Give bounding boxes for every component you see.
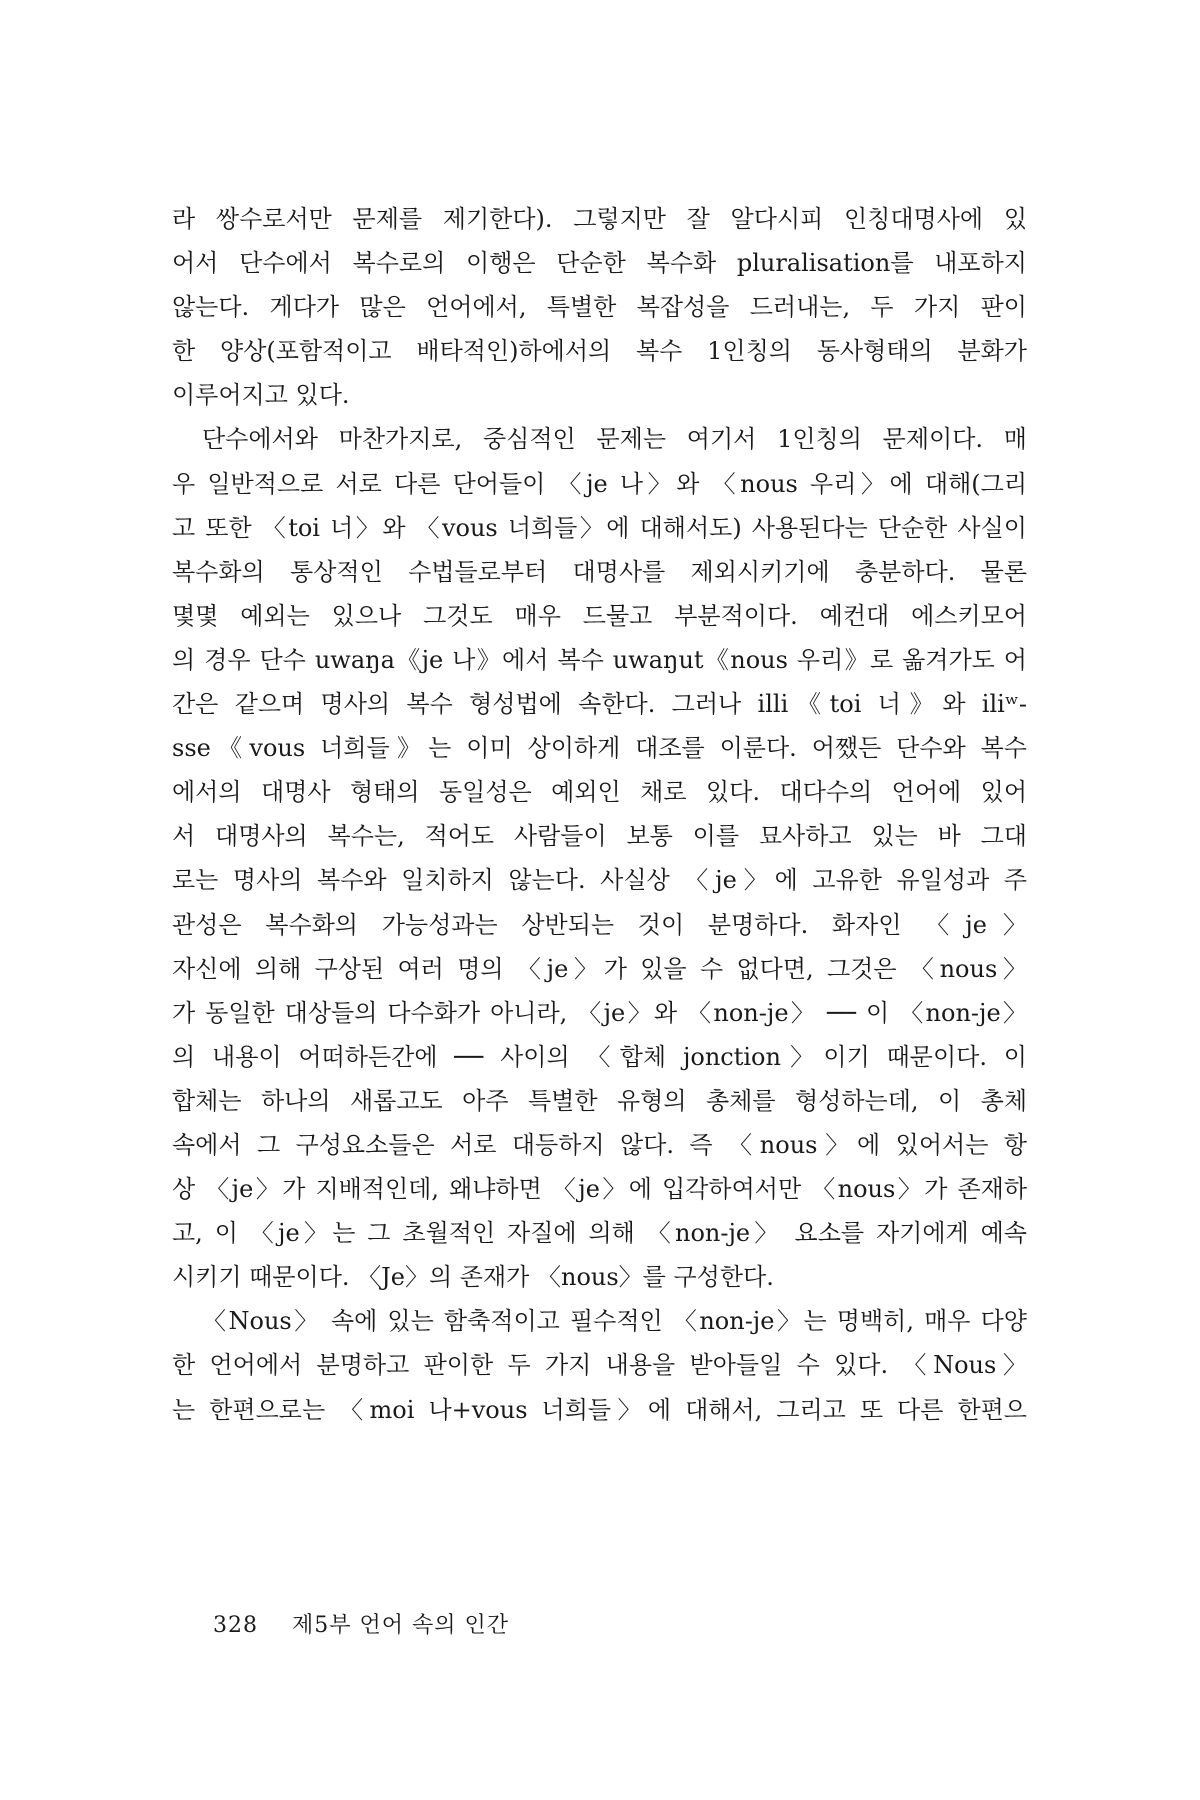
text-line: 라 쌍수로서만 문제를 제기한다). 그렇지만 잘 알다시피 인칭대명사에 있 (172, 205, 1027, 233)
text-line: 가 동일한 대상들의 다수화가 아니라, 〈je〉와 〈non-je〉 ── 이 〈non-je〉 (172, 998, 1027, 1027)
text-line: sse《vous 너희들》는 이미 상이하게 대조를 이룬다. 어쨌든 단수와 복수 (172, 734, 1027, 763)
text-line: 복수화의 통상적인 수법들로부터 대명사를 제외시키기에 충분하다. 물론 (172, 557, 1027, 586)
text-line: 로는 명사의 복수와 일치하지 않는다. 사실상 〈je〉에 고유한 유일성과 주 (172, 866, 1027, 895)
text-line: 몇몇 예외는 있으나 그것도 매우 드물고 부분적이다. 예컨대 에스키모어 (172, 601, 1027, 630)
text-line: 합체는 하나의 새롭고도 아주 특별한 유형의 총체를 형성하는데, 이 총체 (172, 1086, 1027, 1115)
text-line: 〈Nous〉 속에 있는 함축적이고 필수적인 〈non-je〉는 명백히, 매우 다양 (202, 1307, 1027, 1336)
text-line: 속에서 그 구성요소들은 서로 대등하지 않다. 즉 〈nous〉에 있어서는 항 (172, 1130, 1027, 1159)
text-line: 에서의 대명사 형태의 동일성은 예외인 채로 있다. 대다수의 언어에 있어 (172, 778, 1027, 807)
text-line: 시키기 때문이다. 〈Je〉의 존재가 〈nous〉를 구성한다. (172, 1263, 774, 1292)
text-line: 서 대명사의 복수는, 적어도 사람들이 보통 이를 묘사하고 있는 바 그대 (172, 822, 1027, 851)
text-line: 단수에서와 마찬가지로, 중심적인 문제는 여기서 1인칭의 문제이다. 매 (202, 425, 1027, 454)
text-line: 간은 같으며 명사의 복수 형성법에 속한다. 그러나 illi《toi 너》와 iliʷ- (172, 690, 1027, 719)
text-line: 는 한편으로는 〈moi 나+vous 너희들〉에 대해서, 그리고 또 다른 한편으 (172, 1395, 1027, 1424)
text-line: 한 양상(포함적이고 배타적인)하에서의 복수 1인칭의 동사형태의 분화가 (172, 337, 1027, 366)
text-line: 이루어지고 있다. (172, 381, 350, 410)
text-line: 자신에 의해 구상된 여러 명의 〈je〉가 있을 수 없다면, 그것은 〈nous〉 (172, 954, 1027, 983)
text-line: 우 일반적으로 서로 다른 단어들이 〈je 나〉와 〈nous 우리〉에 대해(그리 (172, 469, 1027, 498)
text-line: 의 내용이 어떠하든간에 ── 사이의 〈합체 jonction〉이기 때문이다. 이 (172, 1042, 1027, 1071)
body-text (172, 197, 1027, 1432)
text-line: 한 언어에서 분명하고 판이한 두 가지 내용을 받아들일 수 있다. 〈Nous〉 (172, 1351, 1027, 1380)
text-line: 관성은 복수화의 가능성과는 상반되는 것이 분명하다. 화자인 〈je〉 (172, 910, 1027, 939)
page-footer (213, 1608, 509, 1639)
text-line: 상 〈je〉가 지배적인데, 왜냐하면 〈je〉에 입각하여서만 〈nous〉가 존재하 (172, 1175, 1027, 1204)
text-line: 어서 단수에서 복수로의 이행은 단순한 복수화 pluralisation를 내포하지 (172, 249, 1027, 278)
page-number: 328 (213, 1613, 258, 1638)
running-title: 제5부 언어 속의 인간 (292, 1613, 509, 1638)
text-line: 고 또한 〈toi 너〉와 〈vous 너희들〉에 대해서도) 사용된다는 단순한 사실이 (172, 513, 1027, 542)
text-line: 않는다. 게다가 많은 언어에서, 특별한 복잡성을 드러내는, 두 가지 판이 (172, 293, 1027, 322)
text-line: 고, 이 〈je〉는 그 초월적인 자질에 의해 〈non-je〉 요소를 자기에게 예속 (172, 1219, 1027, 1248)
text-line: 의 경우 단수 uwaŋa《je 나》에서 복수 uwaŋut《nous 우리》로 옮겨가도 어 (172, 645, 1027, 674)
